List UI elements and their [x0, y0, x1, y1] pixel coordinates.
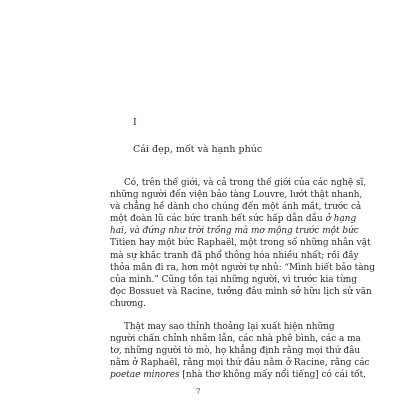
text-fragment: [nhà thơ không mấy nổi tiếng] có cái tốt, — [182, 370, 366, 381]
chapter-title: Cái đẹp, mốt và hạnh phúc — [133, 144, 263, 155]
text-line — [110, 225, 359, 237]
text-line — [110, 213, 357, 225]
text-fragment: một đoàn lũ các bức tranh hết sức hấp dẫn dẫu — [110, 214, 323, 225]
body-text — [110, 177, 375, 382]
chapter-number: I — [133, 117, 137, 128]
text-line — [110, 369, 366, 381]
text-line: nằm ở Raphaël, rằng mọi thứ đâu nằm ở Racine, rằng các — [110, 358, 370, 369]
text-line: đọc Bossuet và Racine, tưởng đâu mình sở hữu lịch sử văn — [110, 286, 372, 297]
text-line: Có, trên thế giới, và cả trong thế giới của các nghệ sĩ, — [124, 178, 367, 188]
text-line: mà sự khắc tranh đã phổ thông hóa nhiều nhất; rồi đầy — [110, 250, 359, 261]
text-line: thỏa mãn đi ra, hơn một người tự nhủ: “Mình biết bảo tàng — [110, 262, 375, 273]
text-line: và chẳng hề dành cho chúng đến một ánh mắt, trước cả — [110, 202, 362, 213]
text-line: người chấn chỉnh nhầm lẫn, các nhà phê bình, các a ma — [110, 334, 361, 345]
text-line: của mình.” Cũng tồn tại những người, vì trước kia từng — [110, 274, 358, 285]
paragraph-2 — [110, 321, 370, 381]
italic-phrase: poetae minores — [110, 370, 180, 381]
text-line: tơ, những người tò mò, họ khẳng định rằng mọi thứ đâu — [110, 346, 361, 357]
text-line: chương. — [110, 298, 146, 309]
paragraph-1 — [110, 177, 375, 310]
text-line: những người đến viện bảo tàng Louvre, lướt thật nhanh, — [110, 190, 363, 201]
text-line: Titien hay một bức Raphaël, một trong số những nhân vật — [110, 238, 371, 249]
italic-phrase: hai, và đứng như trời trồng mà mơ mộng trước một bức — [110, 226, 359, 237]
text-line: Thật may sao thỉnh thoảng lại xuất hiện những — [124, 322, 335, 333]
italic-phrase: ở hạng — [325, 214, 357, 225]
page-number: 7 — [196, 388, 201, 396]
